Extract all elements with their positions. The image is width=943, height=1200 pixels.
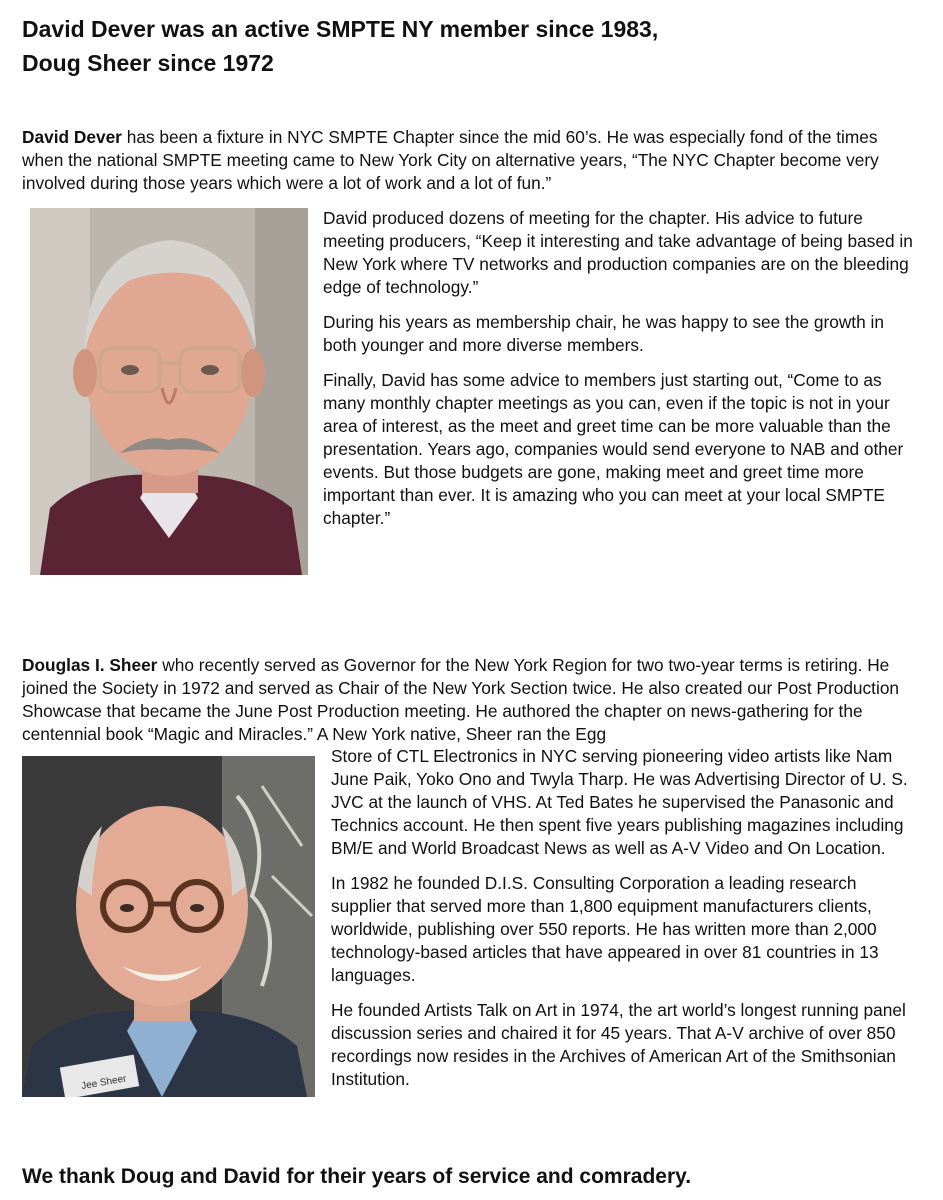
closing-line: We thank Doug and David for their years of service and comradery. [22,1165,692,1188]
dever-text-column [323,207,913,542]
title-line-1: David Dever was an active SMPTE NY member since 1983, [22,16,659,42]
dever-paragraph-2: During his years as membership chair, he was happy to see the growth in both younger and more diverse members. [323,312,884,355]
douglas-sheer-photo [22,756,315,1097]
dever-paragraph-3: Finally, David has some advice to members just starting out, “Come to as many monthly chapter meetings as you can, even if the topic is not in your area of interest, as the meet and greet time can be more valuable than the presentation. Years ago, companies would send everyone to NAB and other events. But those budgets are gone, making meet and greet time more important than ever. It is amazing who you can meet at your local SMPTE chapter.” [323,370,904,528]
dever-intro-text: has been a fixture in NYC SMPTE Chapter since the mid 60’s. He was especially fond of the times when the national SMPTE meeting came to New York City on alternative years, “The NYC Chapter become very involved during those years which were a lot of work and a lot of fun.” [22,127,879,193]
dever-intro [22,126,922,195]
sheer-name: Douglas I. Sheer [22,655,158,675]
title-line-2: Doug Sheer since 1972 [22,50,274,76]
dever-name: David Dever [22,127,122,147]
sheer-paragraph-1: Store of CTL Electronics in NYC serving pioneering video artists like Nam June Paik, Yoko Ono and Twyla Tharp. He was Advertising Director of U. S. JVC at the launch of VHS. At Ted Bates he supervised the Panasonic and Technics account. He then spent five years publishing magazines including BM/E and World Broadcast News as well as A-V Video and On Location. [331,746,908,858]
sheer-intro [22,654,922,746]
page-title [22,12,922,80]
dever-paragraph-1: David produced dozens of meeting for the chapter. His advice to future meeting producers, “Keep it interesting and take advantage of being based in New York where TV networks and production companies are on the bleeding edge of technology.” [323,208,913,297]
name-badge: Jee Sheer [80,1073,128,1093]
sheer-paragraph-2: In 1982 he founded D.I.S. Consulting Corporation a leading research supplier that served more than 1,800 equipment manufacturers clients, worldwide, publishing over 550 reports. He has written more than 2,000 technology-based articles that have appeared in over 81 countries in 13 languages. [331,873,879,985]
david-dever-photo [30,208,308,575]
sheer-text-column [331,745,921,1103]
sheer-intro-text: who recently served as Governor for the New York Region for two two-year terms is retiring. He joined the Society in 1972 and served as Chair of the New York Section twice. He also created our Post Production Showcase that became the June Post Production meeting. He authored the chapter on news-gathering for the centennial book “Magic and Miracles.” A New York native, Sheer ran the Egg [22,655,900,744]
sheer-paragraph-3: He founded Artists Talk on Art in 1974, the art world’s longest running panel discussion series and chaired it for 45 years. That A-V archive of over 850 recordings now resides in the Archives of American Art of the Smithsonian Institution. [331,1000,906,1089]
